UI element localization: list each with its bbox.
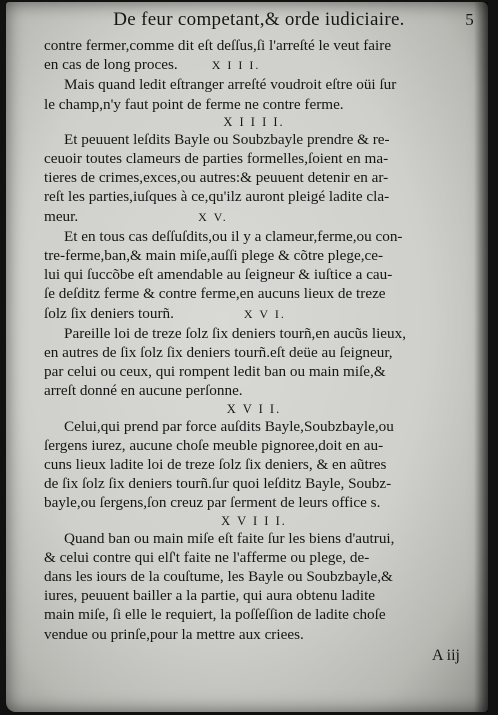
text-line: dans les iours de la couſtume, les Bayle ou Soubzbayle,& xyxy=(44,568,393,586)
text-line: tieres de crimes,exces,ou autres:& peuuent detenir en ar- xyxy=(44,169,389,187)
text-line: Pareille loi de treze ſolz ſix deniers tourñ,en aucũs lieux, xyxy=(64,324,407,342)
text-line: le champ,n'y faut point de ferme ne contre ferme. xyxy=(44,95,344,113)
text-line: ceuoir toutes clameurs de parties formelles,ſoient en ma- xyxy=(44,150,389,168)
chapter-number: X I I I I. xyxy=(223,114,285,129)
text-line: en cas de long proces. X I I I. xyxy=(44,56,261,74)
text-line: iures, peuuent bailler a la partie, qui aura obtenu ladite xyxy=(44,587,376,605)
chapter-number: X V I I. xyxy=(226,401,282,416)
text-line: tre-ferme,ban,& main miſe,auſſi plege & cõtre plege,ce- xyxy=(44,247,384,265)
chapter-number: X V. xyxy=(198,209,228,224)
text-line: contre fermer,comme dit eſt deſſus,ſi l'arreſté le veut faire xyxy=(44,37,392,54)
text-line: en autres de ſix ſolz ſix deniers tourñ.eſt deüe au ſeigneur, xyxy=(44,344,393,362)
text-line: & celui contre qui elſ't faite ne l'afferme ou plege, de- xyxy=(44,548,370,566)
text-line: Et peuuent leſdits Bayle ou Soubzbayle prendre & re- xyxy=(64,130,390,148)
text-line: Celui,qui prend par force auſdits Bayle,Soubzbayle,ou xyxy=(64,417,394,435)
text-line: lui qui ſuccõbe eſt amendable au ſeigneur & iuſtice a cau- xyxy=(44,266,393,284)
text-line: main miſe, ſi elle le requiert, la poſſeſſion de ladite choſe xyxy=(44,606,386,624)
text-line: Et en tous cas deſſuſdits,ou il y a clameur,ferme,ou con- xyxy=(64,227,403,245)
header-title: De feur competant,& orde iudiciaire. xyxy=(113,9,405,30)
running-header xyxy=(54,8,474,32)
chapter-number: X I I I. xyxy=(211,58,261,73)
text-line: ſolz ſix deniers tourñ. X V I. xyxy=(44,304,286,322)
text-line: meur. X V. xyxy=(44,207,228,225)
text-line: cuns lieux ladite loi de treze ſolz ſix deniers, & en aũtres xyxy=(44,456,387,474)
text-line: arreſt donné en aucune perſonne. xyxy=(44,382,243,400)
text-line: Quand ban ou main miſe eſt faite ſur les biens d'autrui, xyxy=(64,529,395,547)
text-line: par celui ou ceux, qui rompent ledit ban ou main miſe,& xyxy=(44,363,386,381)
text-line: Mais quand ledit eſtranger arreſté voudroit eſtre oüi ſur xyxy=(64,76,397,94)
text-line: vendue ou prinſe,pour la mettre aux criees. xyxy=(44,625,304,643)
text-line: ſe deſditz ferme & contre ferme,en aucuns lieux de treze xyxy=(44,285,386,303)
chapter-number: X V I I I. xyxy=(221,513,287,528)
text-line: de ſix ſolz ſix deniers tourñ.ſur quoi leſditz Bayle, Soubz- xyxy=(44,475,392,493)
text-line: ſergens iurez, aucune choſe meuble pignoree,doit en au- xyxy=(44,436,384,454)
page-text xyxy=(44,8,474,665)
text-line: bayle,ou ſergens,ſon creuz par ſerment de leurs office s. xyxy=(44,494,381,512)
text-line: reſt les parties,iuſques à ce,qu'ilz auront pleigé ladite cla- xyxy=(44,188,390,206)
chapter-number: X V I. xyxy=(243,306,286,321)
folio-number: 5 xyxy=(465,10,474,29)
page-shadow-edge xyxy=(474,2,488,712)
signature-mark: A iij xyxy=(431,646,460,664)
